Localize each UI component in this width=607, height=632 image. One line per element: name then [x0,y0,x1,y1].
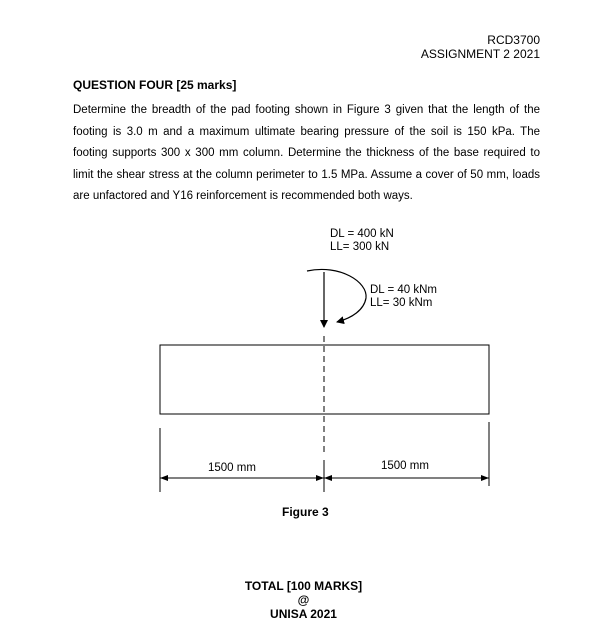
footer-symbol: @ [297,593,310,607]
moment-dead-load-label: DL = 40 kNm [370,284,438,296]
total-marks: TOTAL [100 MARKS] [244,579,363,593]
axial-dead-load-label: DL = 400 kN [330,228,394,240]
course-code: RCD3700 [487,33,540,47]
dimension-right-label: 1500 mm [381,460,429,472]
axial-live-load-label: LL= 300 kN [330,241,390,253]
moment-arrow [307,269,366,322]
dim-arrow-left-end [316,475,324,481]
dim-arrow-right-start [324,475,332,481]
question-body: Determine the breadth of the pad footing shown in Figure 3 given that the length of the footing is 3.0 m and a maximum ultimate bearing pressure of the soil is 150 kPa. The footing supports 300 x 300 mm column. Determine the thickness of the base required to limit the shear stress at the column perimeter to 1.5 MPa. Assume a cover of 50 mm, loads are unfactored and Y16 reinforcement is recommended both ways. [73,104,540,202]
assignment-label: ASSIGNMENT 2 2021 [420,47,540,61]
figure-caption: Figure 3 [282,505,329,519]
question-title: QUESTION FOUR [25 marks] [73,78,237,92]
dim-arrow-right-end [481,475,489,481]
document-footer [0,579,607,621]
institution-label: UNISA 2021 [270,607,337,621]
moment-live-load-label: LL= 30 kNm [370,297,433,309]
dimension-left-label: 1500 mm [208,462,256,474]
dim-arrow-left-start [160,475,168,481]
